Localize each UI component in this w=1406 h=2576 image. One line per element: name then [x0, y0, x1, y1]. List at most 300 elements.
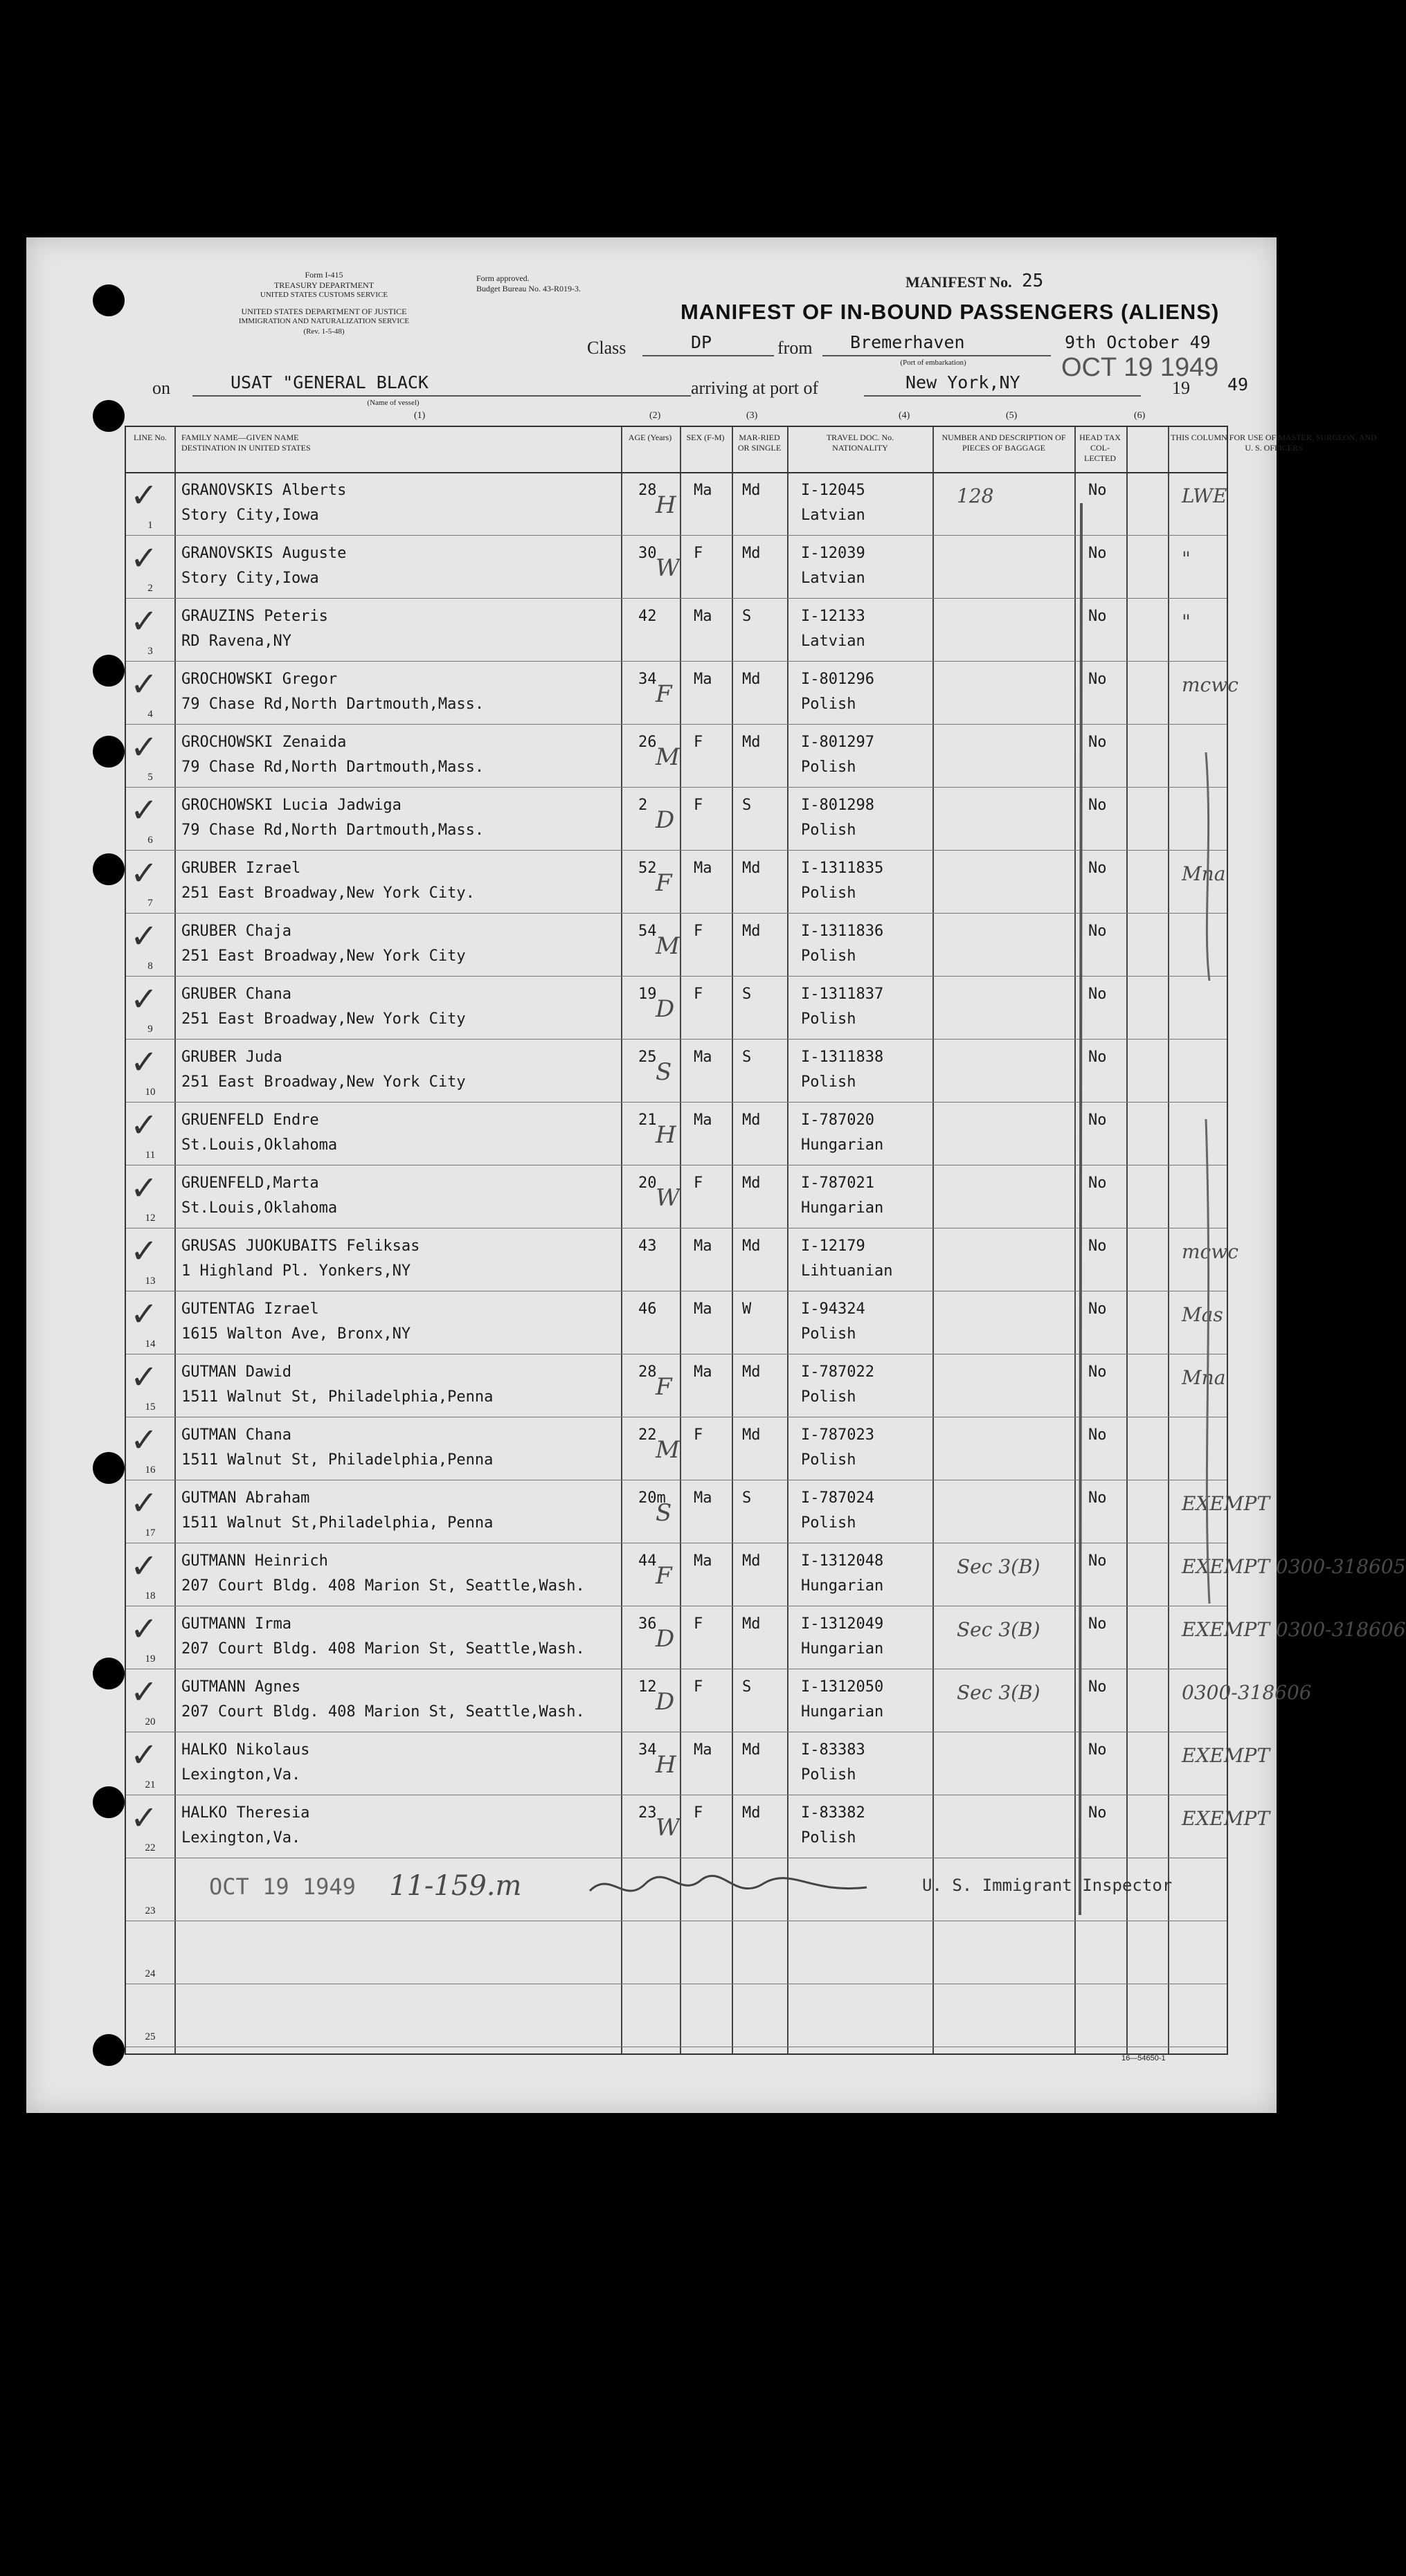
passenger-destination: 251 East Broadway,New York City	[181, 947, 466, 965]
line-number: 14	[145, 1339, 156, 1350]
travel-document-number: I-12039	[801, 545, 865, 562]
col-married-header: MAR-RIED OR SINGLE	[737, 433, 782, 453]
passenger-age: 44	[638, 1552, 657, 1570]
travel-document-number: I-12045	[801, 482, 865, 499]
passenger-marital-status: Md	[742, 734, 761, 751]
col-headtax-header: HEAD TAX COL-LECTED	[1079, 433, 1121, 463]
binder-hole	[93, 1786, 125, 1818]
handwritten-sex-mark: M	[656, 1436, 680, 1464]
passenger-nationality: Hungarian	[801, 1136, 884, 1154]
check-mark-icon: ✓	[130, 1295, 159, 1334]
passenger-row	[126, 1606, 1406, 1669]
head-tax: No	[1088, 671, 1107, 688]
handwritten-sex-mark: W	[656, 1814, 680, 1842]
officer-note: Mna	[1182, 1366, 1226, 1389]
passenger-name: GUTENTAG Izrael	[181, 1300, 319, 1318]
passenger-nationality: Polish	[801, 885, 856, 902]
passenger-destination: RD Ravena,NY	[181, 633, 291, 650]
passenger-nationality: Polish	[801, 759, 856, 776]
check-mark-icon: ✓	[130, 602, 159, 641]
passenger-marital-status: S	[742, 1049, 752, 1066]
passenger-sex: F	[694, 1804, 703, 1822]
passenger-age: 23	[638, 1804, 657, 1822]
col-num-6: (6)	[1134, 410, 1146, 421]
row-divider	[126, 661, 1227, 662]
binder-hole	[93, 2034, 125, 2066]
line-number: 18	[145, 1590, 156, 1602]
check-mark-icon: ✓	[130, 1610, 159, 1649]
passenger-sex: F	[694, 1678, 703, 1696]
passenger-marital-status: Md	[742, 1174, 761, 1192]
passenger-marital-status: S	[742, 1489, 752, 1507]
travel-document-number: I-83382	[801, 1804, 865, 1822]
on-label: on	[152, 378, 170, 398]
passenger-name: GUTMANN Irma	[181, 1615, 291, 1633]
head-tax: No	[1088, 482, 1107, 499]
passenger-sex: Ma	[694, 1049, 712, 1066]
handwritten-sex-mark: M	[656, 743, 680, 771]
passenger-sex: Ma	[694, 1489, 712, 1507]
passenger-nationality: Latvian	[801, 633, 865, 650]
travel-document-number: I-1312049	[801, 1615, 884, 1633]
passenger-destination: 1511 Walnut St,Philadelphia, Penna	[181, 1514, 494, 1532]
travel-document-number: I-1311835	[801, 860, 884, 877]
row-divider	[126, 850, 1227, 851]
check-mark-icon: ✓	[130, 1106, 159, 1145]
passenger-name: GUTMANN Agnes	[181, 1678, 301, 1696]
passenger-name: GRAUZINS Peteris	[181, 608, 328, 625]
passenger-name: GRUBER Chaja	[181, 923, 291, 940]
line-number: 4	[147, 709, 153, 720]
passenger-row	[126, 1291, 1227, 1354]
officer-note: 0300-318606	[1182, 1681, 1312, 1704]
handwritten-sex-mark: M	[656, 932, 680, 960]
officer-note: EXEMPT 0300-318605	[1182, 1555, 1406, 1578]
passenger-nationality: Hungarian	[801, 1577, 884, 1595]
revision: (Rev. 1-5-48)	[303, 327, 345, 336]
row-divider	[126, 724, 1227, 725]
col-travel-header: TRAVEL DOC. No. NATIONALITY	[826, 433, 894, 453]
passenger-marital-status: S	[742, 608, 752, 625]
year-value: 49	[1227, 374, 1249, 394]
arriving-label: arriving at port of	[691, 378, 819, 398]
passenger-row	[126, 1228, 1238, 1291]
passenger-sex: Ma	[694, 1363, 712, 1381]
check-mark-icon: ✓	[130, 1043, 159, 1082]
passenger-destination: 79 Chase Rd,North Dartmouth,Mass.	[181, 696, 485, 713]
handwritten-sex-mark: D	[656, 995, 675, 1023]
passenger-row	[126, 1102, 1227, 1165]
head-tax: No	[1088, 923, 1107, 940]
passenger-age: 52	[638, 860, 657, 877]
line-number: 2	[147, 583, 153, 594]
passenger-row	[126, 1480, 1270, 1543]
passenger-nationality: Polish	[801, 1010, 856, 1028]
baggage-note: Sec 3(B)	[957, 1681, 1040, 1704]
handwritten-sex-mark: F	[656, 1373, 672, 1401]
handwritten-sex-mark: W	[656, 1184, 680, 1212]
travel-document-number: I-83383	[801, 1741, 865, 1759]
passenger-row	[126, 1669, 1312, 1732]
passenger-sex: Ma	[694, 1237, 712, 1255]
check-mark-icon: ✓	[130, 917, 159, 956]
passenger-row	[126, 1543, 1406, 1606]
passenger-row	[126, 661, 1238, 724]
passenger-sex: F	[694, 545, 703, 562]
passenger-destination: 207 Court Bldg. 408 Marion St, Seattle,Wash.	[181, 1703, 585, 1721]
line-number: 6	[147, 835, 153, 846]
passenger-name: GROCHOWSKI Gregor	[181, 671, 338, 688]
passenger-row	[126, 598, 1227, 661]
passenger-row	[126, 1417, 1227, 1480]
manifest-label: MANIFEST No.	[905, 273, 1012, 291]
passenger-age: 30	[638, 545, 657, 562]
passenger-age: 46	[638, 1300, 657, 1318]
col-num-2: (2)	[649, 410, 661, 421]
passenger-destination: St.Louis,Oklahoma	[181, 1136, 338, 1154]
officer-note: "	[1182, 547, 1191, 570]
passenger-destination: 1511 Walnut St, Philadelphia,Penna	[181, 1388, 494, 1406]
line-number: 15	[145, 1402, 156, 1413]
passenger-name: GRUBER Juda	[181, 1049, 282, 1066]
passenger-age: 43	[638, 1237, 657, 1255]
year-label: 19	[1172, 378, 1190, 398]
travel-document-number: I-787020	[801, 1112, 874, 1129]
passenger-row	[126, 850, 1227, 913]
head-tax: No	[1088, 797, 1107, 814]
departure-date: 9th October 49	[1065, 332, 1211, 352]
passenger-sex: Ma	[694, 1552, 712, 1570]
row-divider	[126, 598, 1227, 599]
head-tax: No	[1088, 1174, 1107, 1192]
handwritten-sex-mark: S	[656, 1499, 672, 1527]
printer-code: 16—54650-1	[1121, 2054, 1166, 2062]
line-number: 11	[145, 1150, 156, 1161]
passenger-destination: 79 Chase Rd,North Dartmouth,Mass.	[181, 822, 485, 839]
passenger-row	[126, 1795, 1270, 1858]
passenger-sex: Ma	[694, 1112, 712, 1129]
travel-document-number: I-787023	[801, 1426, 874, 1444]
vessel-note: (Name of vessel)	[367, 399, 420, 407]
line-number: 16	[145, 1464, 156, 1476]
line-number: 13	[145, 1276, 156, 1287]
passenger-name: GUTMAN Abraham	[181, 1489, 310, 1507]
class-label: Class	[587, 338, 627, 358]
passenger-table	[125, 426, 1406, 2055]
passenger-age: 21	[638, 1112, 657, 1129]
binder-hole	[93, 284, 125, 316]
handwritten-sex-mark: D	[656, 1688, 675, 1716]
check-mark-icon: ✓	[130, 791, 159, 830]
head-tax: No	[1088, 545, 1107, 562]
passenger-destination: 1 Highland Pl. Yonkers,NY	[181, 1262, 411, 1280]
form-approved: Form approved.	[476, 273, 530, 283]
passenger-marital-status: Md	[742, 1363, 761, 1381]
passenger-name: GRUENFELD Endre	[181, 1112, 319, 1129]
passenger-sex: F	[694, 1426, 703, 1444]
passenger-destination: 1615 Walton Ave, Bronx,NY	[181, 1325, 411, 1343]
passenger-nationality: Polish	[801, 822, 856, 839]
handwritten-sex-mark: S	[656, 1058, 672, 1086]
handwritten-sex-mark: F	[656, 1562, 672, 1590]
passenger-age: 20	[638, 1174, 657, 1192]
check-mark-icon: ✓	[130, 1799, 159, 1838]
binder-hole	[93, 1452, 125, 1484]
binder-hole	[93, 853, 125, 885]
travel-document-number: I-801297	[801, 734, 874, 751]
handwritten-sex-mark: H	[656, 1121, 676, 1149]
check-mark-icon: ✓	[130, 854, 159, 893]
passenger-nationality: Polish	[801, 1451, 856, 1469]
passenger-sex: F	[694, 986, 703, 1003]
passenger-marital-status: S	[742, 797, 752, 814]
passenger-age: 34	[638, 1741, 657, 1759]
officer-note: Mas	[1182, 1303, 1223, 1326]
col-age-header: AGE (Years)	[628, 433, 672, 442]
passenger-marital-status: Md	[742, 482, 761, 499]
check-mark-icon: ✓	[130, 1484, 159, 1523]
passenger-row	[126, 1165, 1227, 1228]
col-num-3: (3)	[746, 410, 758, 421]
check-mark-icon: ✓	[130, 1169, 159, 1208]
binder-hole	[93, 736, 125, 768]
passenger-name: GUTMAN Dawid	[181, 1363, 291, 1381]
travel-document-number: I-12133	[801, 608, 865, 625]
class-value: DP	[691, 332, 712, 352]
passenger-marital-status: Md	[742, 1237, 761, 1255]
handwritten-sex-mark: W	[656, 554, 680, 582]
passenger-sex: Ma	[694, 608, 712, 625]
baggage-note: Sec 3(B)	[957, 1618, 1040, 1641]
col-baggage-header: NUMBER AND DESCRIPTION OF PIECES OF BAGGAGE	[941, 433, 1066, 453]
travel-document-number: I-12179	[801, 1237, 865, 1255]
passenger-nationality: Hungarian	[801, 1703, 884, 1721]
travel-document-number: I-94324	[801, 1300, 865, 1318]
col-line-header: LINE No.	[134, 433, 167, 442]
passenger-nationality: Polish	[801, 1766, 856, 1784]
passenger-age: 42	[638, 608, 657, 625]
passenger-marital-status: Md	[742, 1552, 761, 1570]
arrival-port: New York,NY	[905, 372, 1020, 392]
passenger-sex: Ma	[694, 482, 712, 499]
travel-document-number: I-1311838	[801, 1049, 884, 1066]
handwritten-sex-mark: F	[656, 680, 672, 708]
handwritten-sex-mark: H	[656, 1751, 676, 1779]
travel-document-number: I-1311836	[801, 923, 884, 940]
check-mark-icon: ✓	[130, 980, 159, 1019]
passenger-sex: F	[694, 1174, 703, 1192]
line-number: 21	[145, 1779, 156, 1790]
check-mark-icon: ✓	[130, 728, 159, 767]
passenger-marital-status: W	[742, 1300, 752, 1318]
travel-document-number: I-787021	[801, 1174, 874, 1192]
travel-document-number: I-1312050	[801, 1678, 884, 1696]
passenger-destination: 207 Court Bldg. 408 Marion St, Seattle,Wash.	[181, 1640, 585, 1658]
check-mark-icon: ✓	[130, 1673, 159, 1712]
line-number: 9	[147, 1024, 153, 1035]
passenger-row	[126, 724, 1227, 787]
signature-date-stamp: OCT 19 1949	[209, 1874, 356, 1900]
head-tax: No	[1088, 1112, 1107, 1129]
passenger-marital-status: Md	[742, 1804, 761, 1822]
passenger-nationality: Polish	[801, 1388, 856, 1406]
row-divider	[126, 976, 1227, 977]
col-num-1: (1)	[414, 410, 426, 421]
treasury-dept: TREASURY DEPARTMENT	[273, 280, 375, 290]
customs-service: UNITED STATES CUSTOMS SERVICE	[260, 291, 388, 299]
head-tax: No	[1088, 1489, 1107, 1507]
line-number: 5	[147, 772, 153, 783]
col-num-5: (5)	[1006, 410, 1018, 421]
check-mark-icon: ✓	[130, 1358, 159, 1397]
head-tax: No	[1088, 1678, 1107, 1696]
passenger-name: HALKO Theresia	[181, 1804, 310, 1822]
passenger-age: 19	[638, 986, 657, 1003]
passenger-nationality: Polish	[801, 1325, 856, 1343]
budget-bureau: Budget Bureau No. 43-R019-3.	[476, 284, 581, 293]
inspector-signature	[583, 1863, 874, 1912]
passenger-nationality: Latvian	[801, 570, 865, 587]
passenger-destination: Story City,Iowa	[181, 507, 319, 524]
passenger-age: 25	[638, 1049, 657, 1066]
line-number: 8	[147, 961, 153, 972]
head-tax: No	[1088, 986, 1107, 1003]
head-tax: No	[1088, 1237, 1107, 1255]
officer-note: EXEMPT	[1182, 1807, 1270, 1830]
passenger-destination: 251 East Broadway,New York City	[181, 1010, 466, 1028]
officer-note: LWE	[1182, 484, 1227, 507]
passenger-name: GRUENFELD,Marta	[181, 1174, 319, 1192]
passenger-age: 26	[638, 734, 657, 751]
head-tax: No	[1088, 1804, 1107, 1822]
passenger-name: GUTMANN Heinrich	[181, 1552, 328, 1570]
passenger-age: 36	[638, 1615, 657, 1633]
head-tax: No	[1088, 1615, 1107, 1633]
from-value: Bremerhaven	[850, 332, 965, 352]
passenger-row	[126, 913, 1227, 976]
passenger-marital-status: S	[742, 986, 752, 1003]
travel-document-number: I-787024	[801, 1489, 874, 1507]
immigration-service: IMMIGRATION AND NATURALIZATION SERVICE	[238, 317, 410, 325]
officer-note: "	[1182, 610, 1191, 633]
head-tax: No	[1088, 1363, 1107, 1381]
passenger-sex: F	[694, 1615, 703, 1633]
binder-hole	[93, 1658, 125, 1689]
passenger-name: GRUBER Izrael	[181, 860, 301, 877]
passenger-nationality: Polish	[801, 947, 856, 965]
port-underline	[864, 395, 1141, 397]
passenger-age: 28	[638, 482, 657, 499]
passenger-marital-status: Md	[742, 923, 761, 940]
line-number: 1	[147, 520, 153, 531]
passenger-sex: F	[694, 734, 703, 751]
officer-note: Mna	[1182, 862, 1226, 885]
passenger-nationality: Hungarian	[801, 1199, 884, 1217]
row-divider	[126, 535, 1227, 536]
check-mark-icon: ✓	[130, 1547, 159, 1586]
passenger-sex: F	[694, 923, 703, 940]
col-name-header: FAMILY NAME—GIVEN NAME DESTINATION IN UNITED STATES	[181, 433, 311, 453]
passenger-marital-status: Md	[742, 860, 761, 877]
line-number: 10	[145, 1087, 156, 1098]
head-tax: No	[1088, 734, 1107, 751]
line-number: 20	[145, 1716, 156, 1727]
passenger-destination: 207 Court Bldg. 408 Marion St, Seattle,Wash.	[181, 1577, 585, 1595]
passenger-destination: Story City,Iowa	[181, 570, 319, 587]
col-num-4: (4)	[899, 410, 910, 421]
passenger-age: 22	[638, 1426, 657, 1444]
passenger-age: 12	[638, 1678, 657, 1696]
passenger-marital-status: Md	[742, 671, 761, 688]
check-mark-icon: ✓	[130, 1736, 159, 1775]
passenger-row	[126, 976, 1227, 1039]
officer-note: EXEMPT 0300-318606	[1182, 1618, 1406, 1641]
line-number: 23	[145, 1905, 156, 1916]
baggage-note: Sec 3(B)	[957, 1555, 1040, 1578]
passenger-nationality: Polish	[801, 1829, 856, 1847]
head-tax: No	[1088, 860, 1107, 877]
line-number: 24	[145, 1968, 156, 1979]
passenger-row	[126, 1039, 1227, 1102]
passenger-name: GRUSAS JUOKUBAITS Feliksas	[181, 1237, 420, 1255]
passenger-row	[126, 472, 1227, 535]
passenger-nationality: Lihtuanian	[801, 1262, 893, 1280]
passenger-destination: St.Louis,Oklahoma	[181, 1199, 338, 1217]
row-divider	[126, 787, 1227, 788]
head-tax: No	[1088, 1741, 1107, 1759]
travel-document-number: I-801298	[801, 797, 874, 814]
embark-note: (Port of embarkation)	[900, 359, 966, 367]
check-mark-icon: ✓	[130, 1232, 159, 1271]
passenger-marital-status: S	[742, 1678, 752, 1696]
row-divider	[126, 1039, 1227, 1040]
binder-hole	[93, 400, 125, 432]
passenger-marital-status: Md	[742, 1112, 761, 1129]
col-officers-header: THIS COLUMN FOR USE OF MASTER, SURGEON, AND U. S. OFFICERS	[1171, 433, 1377, 453]
passenger-sex: Ma	[694, 860, 712, 877]
line-number: 22	[145, 1842, 156, 1853]
passenger-age: 54	[638, 923, 657, 940]
signature-time: 11-159.m	[389, 1870, 522, 1902]
line-number: 25	[145, 2031, 156, 2042]
vessel-underline	[192, 395, 691, 397]
passenger-row	[126, 535, 1227, 598]
handwritten-sex-mark: F	[656, 869, 672, 897]
passenger-sex: Ma	[694, 1300, 712, 1318]
from-label: from	[777, 338, 813, 358]
inspector-label: U. S. Immigrant Inspector	[922, 1876, 1173, 1895]
passenger-name: GRANOVSKIS Auguste	[181, 545, 347, 562]
check-mark-icon: ✓	[130, 665, 159, 704]
justice-dept: UNITED STATES DEPARTMENT OF JUSTICE	[241, 307, 407, 316]
passenger-marital-status: Md	[742, 545, 761, 562]
officer-note: EXEMPT	[1182, 1744, 1270, 1767]
travel-document-number: I-1312048	[801, 1552, 884, 1570]
passenger-row	[126, 1732, 1270, 1795]
row-divider	[126, 913, 1227, 914]
binder-hole	[93, 655, 125, 687]
head-tax: No	[1088, 1426, 1107, 1444]
passenger-age: 2	[638, 797, 648, 814]
travel-document-number: I-787022	[801, 1363, 874, 1381]
check-mark-icon: ✓	[130, 1421, 159, 1460]
class-underline	[642, 355, 774, 356]
check-mark-icon: ✓	[130, 539, 159, 578]
check-mark-icon: ✓	[130, 476, 159, 515]
handwritten-sex-mark: D	[656, 806, 675, 834]
passenger-name: GRUBER Chana	[181, 986, 291, 1003]
passenger-age: 20m	[638, 1489, 666, 1507]
